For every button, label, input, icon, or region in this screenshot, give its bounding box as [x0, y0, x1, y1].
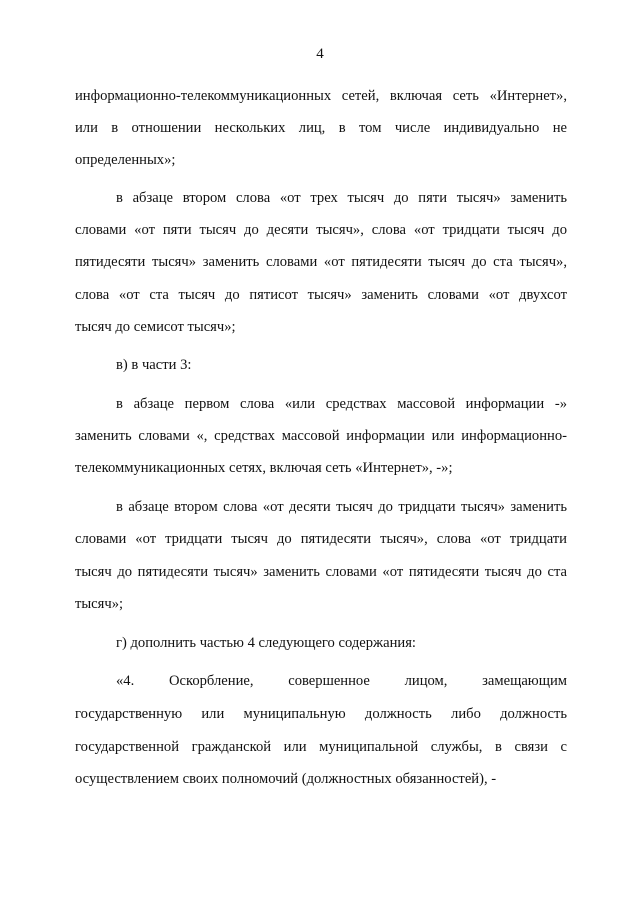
text-line: в абзаце первом слова «или средствах массовой информации -» [116, 396, 567, 412]
text-line: в абзаце втором слова «от трех тысяч до пяти тысяч» заменить [116, 190, 567, 206]
text-line: «4. Оскорбление, совершенное лицом, замещающим [116, 673, 567, 689]
text-line: государственной гражданской или муниципальной службы, в связи с [75, 739, 567, 755]
text-line: тысяч»; [75, 596, 124, 612]
text-line: информационно-телекоммуникационных сетей, включая сеть «Интернет», [75, 88, 567, 104]
text-line: г) дополнить частью 4 следующего содержания: [116, 635, 416, 651]
text-line: в абзаце втором слова «от десяти тысяч до тридцати тысяч» заменить [116, 499, 567, 515]
text-line: определенных»; [75, 152, 176, 168]
text-line: словами «от тридцати тысяч до пятидесяти тысяч», слова «от тридцати [75, 531, 567, 547]
text-line: пятидесяти тысяч» заменить словами «от пятидесяти тысяч до ста тысяч», [75, 254, 567, 270]
text-line: словами «от пяти тысяч до десяти тысяч», слова «от тридцати тысяч до [75, 222, 567, 238]
text-line: тысяч до пятидесяти тысяч» заменить словами «от пятидесяти тысяч до ста [75, 564, 567, 580]
text-line: в) в части 3: [116, 357, 192, 373]
text-line: тысяч до семисот тысяч»; [75, 319, 236, 335]
text-line: осуществлением своих полномочий (должностных обязанностей), - [75, 771, 497, 787]
text-line: заменить словами «, средствах массовой информации или информационно- [75, 428, 567, 444]
text-line: или в отношении нескольких лиц, в том числе индивидуально не [75, 120, 567, 136]
page-number: 4 [316, 46, 324, 62]
text-line: государственную или муниципальную должность либо должность [75, 706, 567, 722]
text-line: телекоммуникационных сетях, включая сеть «Интернет», -»; [75, 460, 453, 476]
text-line: слова «от ста тысяч до пятисот тысяч» заменить словами «от двухсот [75, 287, 567, 303]
